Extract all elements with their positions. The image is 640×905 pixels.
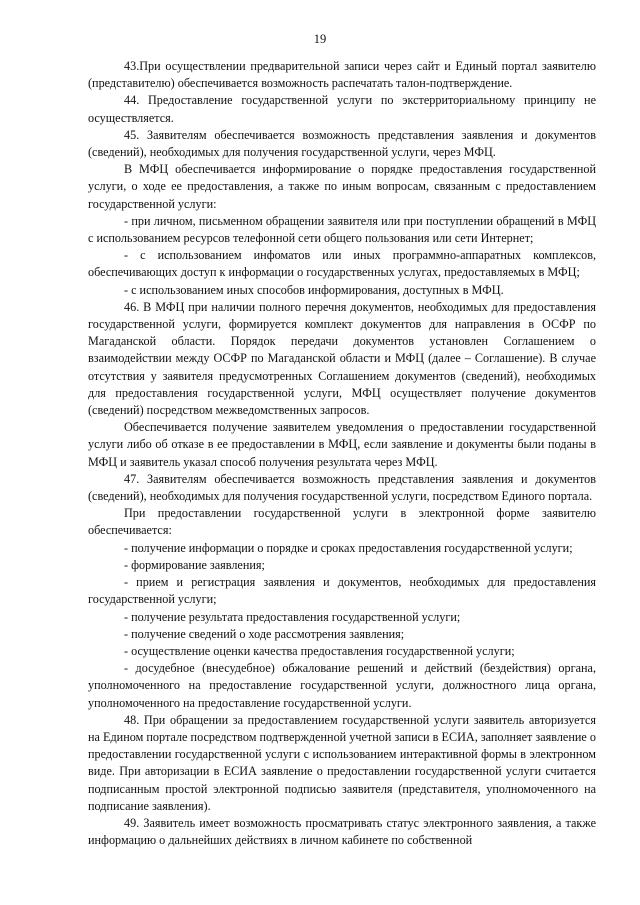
list-item: - прием и регистрация заявления и документов, необходимых для предоставления государственной услуги; [88, 575, 596, 607]
list-item: - получение информации о порядке и сроках предоставления государственной услуги; [124, 540, 573, 555]
document-body [88, 58, 596, 849]
list-item: - получение сведений о ходе рассмотрения заявления; [124, 626, 405, 641]
paragraph-48: 48. При обращении за предоставлением государственной услуги заявитель авторизуется на Едином портале посредством подтвержденной учетной записи в ЕСИА, заполняет заявление о предоставлении государственной услуги с использованием интерактивной формы в электронном виде. При авторизации в ЕСИА заявление о предоставлении государственной услуги считается подписанным простой электронной подписью заявителя (представителя, уполномоченного на подписание заявления). [88, 712, 596, 813]
list-item: - с использованием инфоматов или иных программно-аппаратных комплексов, обеспечивающих доступ к информации о государственных услугах, предоставляемых в МФЦ; [88, 248, 596, 280]
paragraph-49: 49. Заявитель имеет возможность просматривать статус электронного заявления, а также информацию о дальнейших действиях в личном кабинете по собственной [88, 815, 596, 848]
paragraph-44: 44. Предоставление государственной услуги по экстерриториальному принципу не осуществляется. [88, 93, 596, 125]
list-item: - при личном, письменном обращении заявителя или при поступлении обращений в МФЦ с использованием ресурсов телефонной сети общего пользования или сети Интернет; [88, 213, 596, 246]
paragraph-46: 46. В МФЦ при наличии полного перечня документов, необходимых для предоставления государственной услуги, формируется комплект документов для направления в ОСФР по Магаданской области. Порядок передачи документов установлен Соглашением о взаимодействии между ОСФР по Магаданской области и МФЦ (далее – Соглашение). В случае отсутствия у заявителя предусмотренных Соглашением документов (сведений), необходимых для предоставления государственной услуги, МФЦ осуществляет получение документов (сведений) посредством межведомственных запросов. [88, 299, 596, 418]
paragraph-notification: Обеспечивается получение заявителем уведомления о предоставлении государственной услуги либо об отказе в ее предоставлении в МФЦ, если заявление и документы были поданы в МФЦ и заявитель указал способ получения результата через МФЦ. [88, 420, 596, 469]
paragraph-47: 47. Заявителям обеспечивается возможность представления заявления и документов (сведений), необходимых для получения государственной услуги, посредством Единого портала. [88, 471, 596, 504]
paragraph-45: 45. Заявителям обеспечивается возможность представления заявления и документов (сведений), необходимых для получения государственной услуги, через МФЦ. [88, 127, 596, 160]
paragraph-mfc-informing: В МФЦ обеспечивается информирование о порядке предоставления государственной услуги, о ходе ее предоставления, а также по иным вопросам, связанным с предоставлением государственной услуги: [88, 162, 596, 211]
page-number: 19 [313, 32, 327, 46]
paragraph-electronic-form: При предоставлении государственной услуги в электронной форме заявителю обеспечивается: [88, 506, 596, 538]
list-item: - формирование заявления; [124, 557, 265, 572]
list-item: - с использованием иных способов информирования, доступных в МФЦ. [124, 282, 504, 297]
list-item: - осуществление оценки качества предоставления государственной услуги; [124, 643, 515, 658]
list-item: - досудебное (внесудебное) обжалование решений и действий (бездействия) органа, уполномоченного на предоставление государственной услуги, должностного лица органа, уполномоченного на предоставление государственной услуги. [88, 661, 596, 710]
paragraph-43: 43.При осуществлении предварительной записи через сайт и Единый портал заявителю (представителю) обеспечивается возможность распечатать талон-подтверждение. [88, 59, 596, 91]
list-item: - получение результата предоставления государственной услуги; [124, 609, 461, 624]
